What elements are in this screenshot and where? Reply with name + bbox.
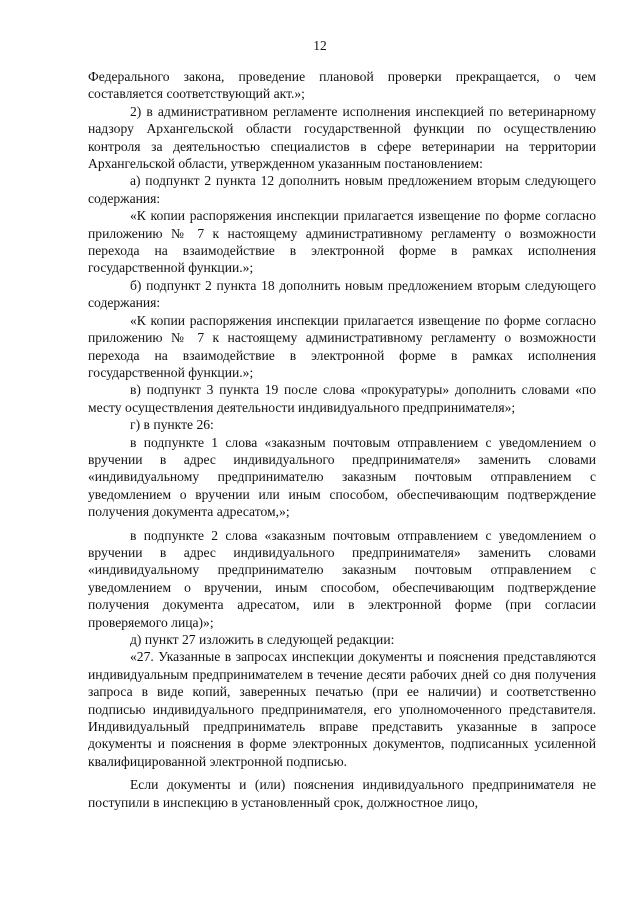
paragraph-item-2: 2) в административном регламенте исполнения инспекцией по ветеринарному надзору Архангельской области государственной функции по осуществлению контроля за деятельностью специалистов в сфере ветеринарии на территории Архангельской области, утвержденном указанным постановлением:: [88, 103, 596, 172]
paragraph-subitem-d: д) пункт 27 изложить в следующей редакции:: [130, 632, 395, 647]
paragraph-subitem-g: г) в пункте 26:: [130, 417, 214, 433]
document-body: [88, 68, 596, 811]
paragraph-closing: Если документы и (или) пояснения индивидуального предпринимателя не поступили в инспекцию в установленный срок, должностное лицо,: [88, 777, 596, 810]
paragraph-quote-b: «К копии распоряжения инспекции прилагается извещение по форме согласно приложению № 7 к настоящему административному регламенту о возможности перехода на взаимодействие в электронной форме в рамках исполнения государственной функции.»;: [88, 312, 596, 380]
paragraph-g-subpoint-2: в подпункте 2 слова «заказным почтовым отправлением с уведомлением о вручении в адрес индивидуального предпринимателя» заменить словами «индивидуальному предпринимателю заказным почтовым отправлением с уведомлением о вручении, иным способом, обеспечивающим подтверждение получения документа адресатом, или в электронной форме (при согласии проверяемого лица)»;: [88, 527, 596, 630]
page-number: 12: [313, 38, 327, 53]
paragraph-subitem-b: б) подпункт 2 пункта 18 дополнить новым предложением вторым следующего содержания:: [88, 277, 596, 311]
paragraph-quote-a: «К копии распоряжения инспекции прилагается извещение по форме согласно приложению № 7 к настоящему административному регламенту о возможности перехода на взаимодействие в электронной форме в рамках исполнения государственной функции.»;: [88, 208, 596, 276]
paragraph-continuation: Федерального закона, проведение плановой проверки прекращается, о чем составляется соответствующий акт.»;: [88, 69, 596, 102]
paragraph-subitem-a: а) подпункт 2 пункта 12 дополнить новым предложением вторым следующего содержания:: [88, 173, 596, 206]
paragraph-g-subpoint-1: в подпункте 1 слова «заказным почтовым отправлением с уведомлением о вручении в адрес индивидуального предпринимателя» заменить словами «индивидуальному предпринимателю заказным почтовым отправлением с уведомлением о вручении или иным способом, обеспечивающим подтверждение получения документа адресатом,»;: [88, 434, 596, 520]
paragraph-quote-27: «27. Указанные в запросах инспекции документы и пояснения представляются индивидуальным предпринимателем в течение десяти рабочих дней со дня получения запроса в виде копий, заверенных печатью (при ее наличии) и соответственно подписью индивидуального предпринимателя, его уполномоченного представителя. Индивидуальный предприниматель вправе представить указанные в запросе документы и пояснения в форме электронных документов, подписанных усиленной квалифицированной электронной подписью.: [88, 649, 596, 769]
paragraph-subitem-v: в) подпункт 3 пункта 19 после слова «прокуратуры» дополнить словами «по месту осуществления деятельности индивидуального предпринимателя»;: [88, 382, 596, 415]
